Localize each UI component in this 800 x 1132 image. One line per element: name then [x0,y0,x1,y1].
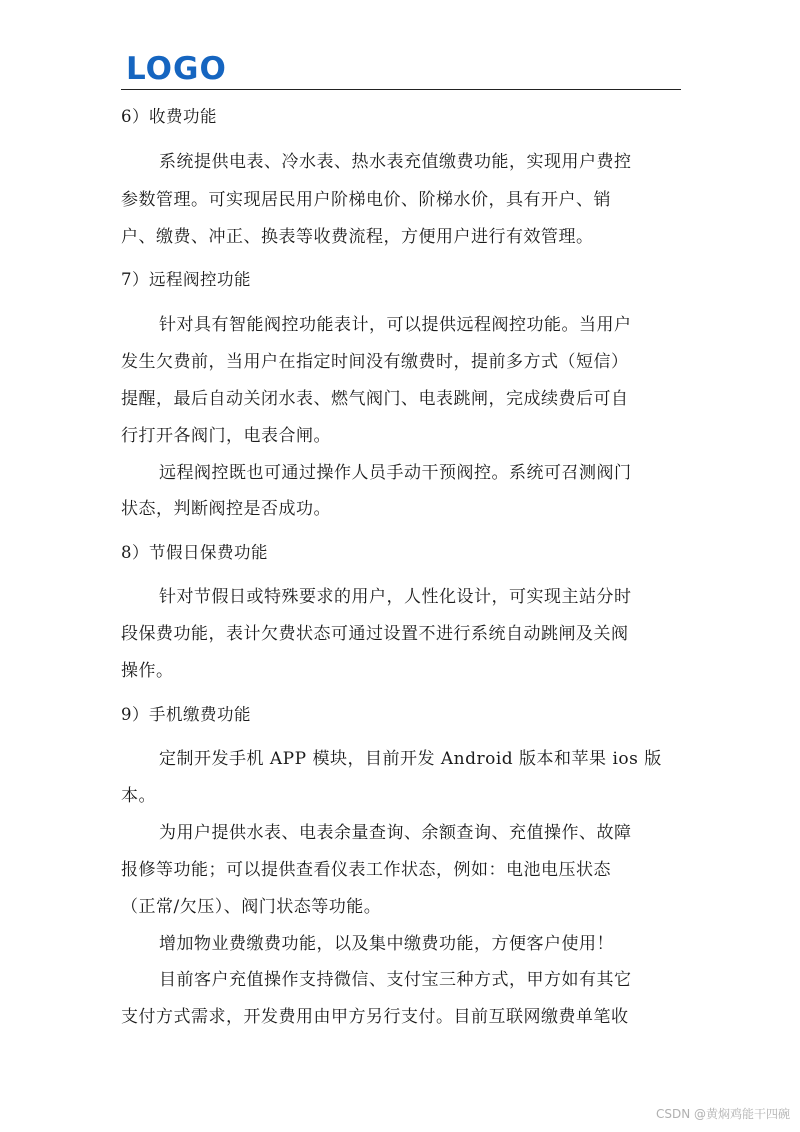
paragraph-line: 远程阀控既也可通过操作人员手动干预阀控。系统可召测阀门 [159,463,632,483]
paragraph-line: 提醒，最后自动关闭水表、燃气阀门、电表跳闸，完成续费后可自 [121,389,629,409]
paragraph-line: 段保费功能，表计欠费状态可通过设置不进行系统自动跳闸及关阀 [121,624,629,644]
paragraph-line: 目前客户充值操作支持微信、支付宝三种方式，甲方如有其它 [159,970,632,990]
paragraph-line: 参数管理。可实现居民用户阶梯电价、阶梯水价，具有开户、销 [121,190,611,210]
section-heading: 6）收费功能 [121,107,217,126]
paragraph-line: 增加物业费缴费功能，以及集中缴费功能，方便客户使用！ [159,934,614,954]
section-heading: 8）节假日保费功能 [121,543,268,562]
section-heading: 9）手机缴费功能 [121,705,251,724]
paragraph-line: 状态，判断阀控是否成功。 [121,499,331,519]
paragraph-line: 行打开各阀门，电表合闸。 [121,426,331,446]
paragraph-line: 针对具有智能阀控功能表计，可以提供远程阀控功能。当用户 [159,315,632,335]
paragraph-line: 为用户提供水表、电表余量查询、余额查询、充值操作、故障 [159,823,632,843]
logo: LOGO [126,51,227,87]
paragraph-line: 操作。 [121,661,174,681]
paragraph-line: 发生欠费前，当用户在指定时间没有缴费时，提前多方式（短信） [121,352,629,372]
watermark: CSDN @黄焖鸡能干四碗 [655,1107,790,1121]
paragraph-line: 系统提供电表、冷水表、热水表充值缴费功能，实现用户费控 [159,152,632,172]
paragraph-line: 支付方式需求，开发费用由甲方另行支付。目前互联网缴费单笔收 [121,1007,629,1027]
paragraph-line: 定制开发手机 APP 模块，目前开发 Android 版本和苹果 ios 版 [159,749,662,769]
section-heading: 7）远程阀控功能 [121,270,251,289]
paragraph-line: 户、缴费、冲正、换表等收费流程，方便用户进行有效管理。 [121,227,594,247]
paragraph-line: 报修等功能；可以提供查看仪表工作状态，例如：电池电压状态 [121,860,611,880]
paragraph-line: （正常/欠压）、阀门状态等功能。 [121,897,382,917]
paragraph-line: 本。 [121,786,156,806]
paragraph-line: 针对节假日或特殊要求的用户，人性化设计，可实现主站分时 [159,587,632,607]
